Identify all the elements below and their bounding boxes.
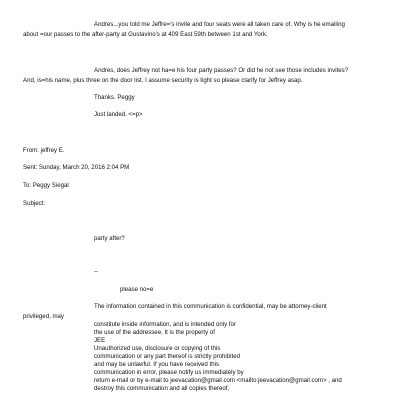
disclaimer-line-3: constitute inside information, and is intended only for	[94, 321, 236, 328]
header-from: From: jeffrey E.	[23, 147, 65, 154]
disclaimer-line-6: Unauthorized use, disclosure or copying of this	[94, 345, 221, 352]
disclaimer-line-2: privileged, may	[23, 313, 64, 320]
reply-paragraph-2-line-1: Andres, does Jeffrey not ha=e his four party passes? Or did he not see those includes invites?	[94, 67, 349, 74]
sign-off: Thanks. Peggy	[94, 94, 135, 101]
disclaimer-line-9: communication in error, please notify us immediately by	[94, 369, 244, 376]
header-sent: Sent: Sunday, March 20, 2016 2:04 PM	[23, 164, 130, 171]
header-subject: Subject:	[23, 200, 46, 207]
disclaimer-line-10: return e-mail or by e-mail to jeevacation@gmail.com <mailto:jeevacation@gmail.com> , and	[94, 377, 342, 384]
reply-paragraph-1-line-2: about =our passes to the after-party at Gustavino's at 409 East 59th between 1st and York.	[23, 31, 268, 38]
reply-paragraph-2-line-2: And, is=his name, plus three on the door list. I assume security is tight so please clarify for Jeffrey asap.	[23, 77, 303, 84]
reply-paragraph-1-line-1: Andres...you told me Jeffre='s invite and four seats were all taken care of. Why is he emailing	[94, 21, 345, 28]
header-to: To: Peggy Siegal	[23, 182, 69, 189]
disclaimer-line-4: the use of the addressee. It is the property of	[94, 329, 215, 336]
disclaimer-line-1: The information contained in this communication is confidential, may be attorney-client	[94, 303, 327, 310]
disclaimer-line-8: and may be unlawful. If you have received this	[94, 361, 219, 368]
disclaimer-line-5: JEE	[94, 337, 106, 344]
footer-line: Just landed. <=p>	[94, 111, 143, 118]
original-question: party after?	[94, 235, 125, 242]
disclaimer-line-11: destroy this communication and all copies thereof,	[94, 385, 230, 392]
original-separator: --	[94, 268, 99, 275]
disclaimer-line-7: communication or any part thereof is strictly prohibited	[94, 353, 240, 360]
original-note: please no=e	[120, 286, 154, 293]
